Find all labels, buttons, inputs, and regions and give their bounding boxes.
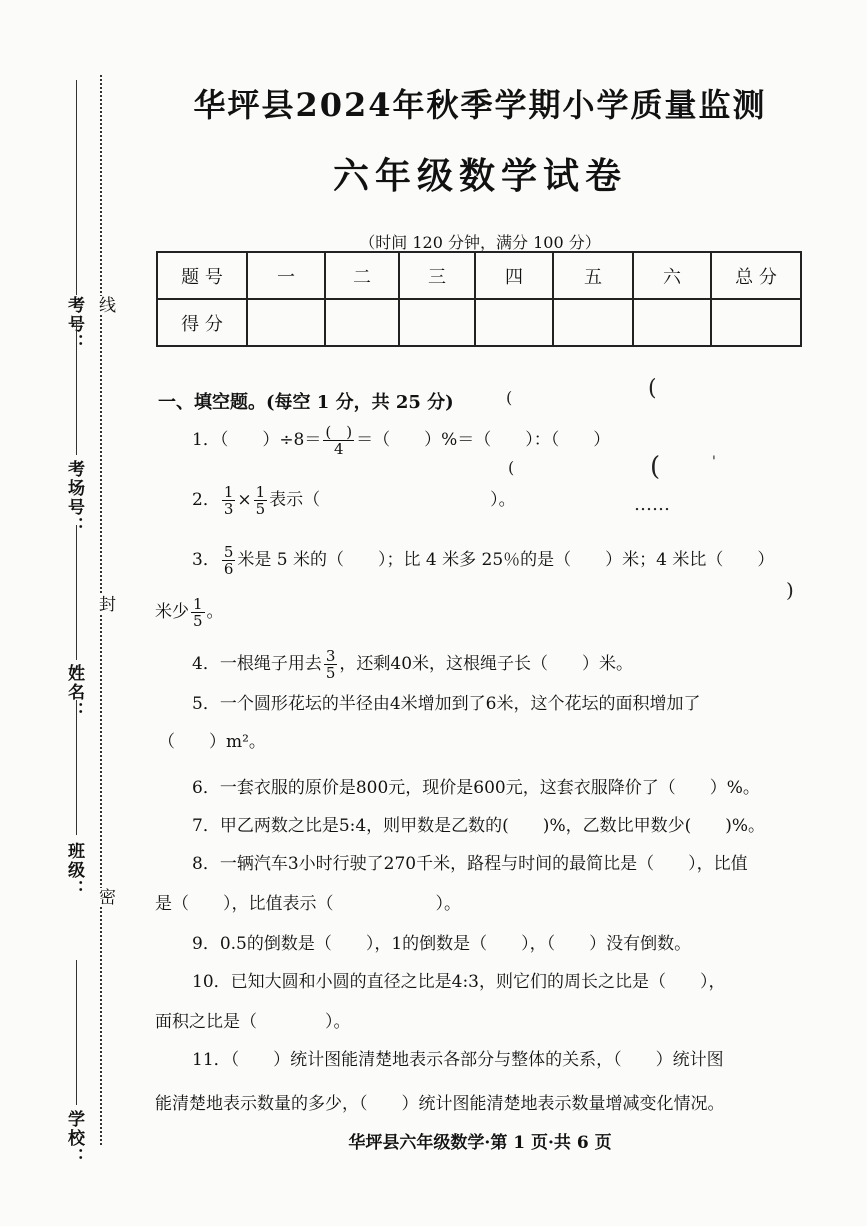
stray-mark: ( xyxy=(506,388,513,407)
score-header-cell: 二 xyxy=(325,252,399,299)
question-5-cont: （ ）m²。 xyxy=(158,732,266,752)
score-cell[interactable] xyxy=(711,299,801,346)
kaohao-field[interactable] xyxy=(76,80,77,295)
question-11: 11．（ ）统计图能清楚地表示各部分与整体的关系，（ ）统计图 xyxy=(192,1050,724,1070)
fraction: $\frac{1}{5}$ xyxy=(255,483,266,518)
score-header-cell: 一 xyxy=(247,252,325,299)
fraction: $\frac{( )}{4}$ xyxy=(325,423,353,458)
score-table-score-row xyxy=(157,299,801,346)
seal-xian: 线 xyxy=(93,296,118,315)
banji-label: 班级： xyxy=(64,842,84,899)
xingming-label: 姓名： xyxy=(64,664,84,721)
score-row-label: 得 分 xyxy=(157,299,247,346)
question-9: 9．0.5的倒数是（ ），1的倒数是（ ），（ ）没有倒数。 xyxy=(192,934,692,954)
kaohao-label: 考号： xyxy=(64,296,84,353)
xuexiao-field[interactable] xyxy=(76,960,77,1105)
fraction: $\frac{1}{5}$ xyxy=(193,595,203,630)
question-10-cont: 面积之比是（ ）。 xyxy=(155,1012,351,1032)
score-table-header-row xyxy=(157,252,801,299)
score-header-cell: 四 xyxy=(475,252,553,299)
seal-feng: 封 xyxy=(93,595,118,614)
seal-mi: 密 xyxy=(93,888,118,907)
question-8: 8．一辆汽车3小时行驶了270千米，路程与时间的最简比是（ ），比值 xyxy=(192,854,748,874)
xuexiao-label: 学校： xyxy=(64,1110,84,1167)
fraction: $\frac{5}{6}$ xyxy=(223,543,234,578)
stray-mark: ( xyxy=(650,452,661,482)
question-5: 5．一个圆形花坛的半径由4米增加到了6米，这个花坛的面积增加了 xyxy=(192,694,701,714)
exam-subtitle: 六年级数学试卷 xyxy=(332,155,627,197)
question-2: 2． $\frac{1}{3}$ × $\frac{1}{5}$ 表示（ ）。 xyxy=(192,483,516,518)
question-11-cont: 能清楚地表示数量的多少，（ ）统计图能清楚地表示数量增减变化情况。 xyxy=(155,1094,725,1114)
exam-title: 华坪县2024年秋季学期小学质量监测 xyxy=(193,86,767,124)
question-3-cont: 米少 $\frac{1}{5}$ 。 xyxy=(155,595,224,630)
fraction: $\frac{3}{5}$ xyxy=(325,647,336,682)
score-cell[interactable] xyxy=(399,299,475,346)
kaochanghao-label: 考场号： xyxy=(64,460,84,536)
score-header-cell: 题 号 xyxy=(157,252,247,299)
question-6: 6．一套衣服的原价是800元，现价是600元，这套衣服降价了（ ）%。 xyxy=(192,778,760,798)
exam-meta: （时间 120 分钟，满分 100 分） xyxy=(359,233,601,252)
score-cell[interactable] xyxy=(633,299,711,346)
score-cell[interactable] xyxy=(553,299,633,346)
score-cell[interactable] xyxy=(325,299,399,346)
section-heading: 一、填空题。(每空 1 分，共 25 分) xyxy=(158,392,454,413)
score-cell[interactable] xyxy=(247,299,325,346)
kaochanghao-field[interactable] xyxy=(76,320,77,455)
banji-field[interactable] xyxy=(76,700,77,835)
score-header-cell: 六 xyxy=(633,252,711,299)
question-8-cont: 是（ ），比值表示（ ）。 xyxy=(155,894,461,914)
stray-mark: ' xyxy=(712,454,716,470)
xingming-field[interactable] xyxy=(76,525,77,660)
stray-mark: ( xyxy=(648,376,657,401)
stray-mark: …… xyxy=(634,494,670,515)
question-10: 10．已知大圆和小圆的直径之比是4:3，则它们的周长之比是（ ）， xyxy=(192,972,726,992)
score-table xyxy=(156,251,802,347)
score-header-cell: 五 xyxy=(553,252,633,299)
score-header-cell: 三 xyxy=(399,252,475,299)
score-header-cell: 总 分 xyxy=(711,252,801,299)
score-cell[interactable] xyxy=(475,299,553,346)
question-1: 1．（ ）÷8＝ $\frac{( )}{4}$ ＝（ ）%＝（ ）：（ ） xyxy=(192,423,611,458)
question-3: 3． $\frac{5}{6}$ 米是 5 米的（ ）；比 4 米多 25％的是（ ）米；4 米比（ ） xyxy=(192,543,775,578)
question-7: 7．甲乙两数之比是5:4，则甲数是乙数的( )%，乙数比甲数少( )%。 xyxy=(192,816,766,836)
fraction: $\frac{1}{3}$ xyxy=(223,483,234,518)
question-4: 4．一根绳子用去 $\frac{3}{5}$ ，还剩40米，这根绳子长（ ）米。 xyxy=(192,647,634,682)
page-footer: 华坪县六年级数学·第 1 页·共 6 页 xyxy=(348,1133,612,1153)
stray-mark: ( xyxy=(508,458,515,477)
stray-mark: ) xyxy=(786,578,794,602)
